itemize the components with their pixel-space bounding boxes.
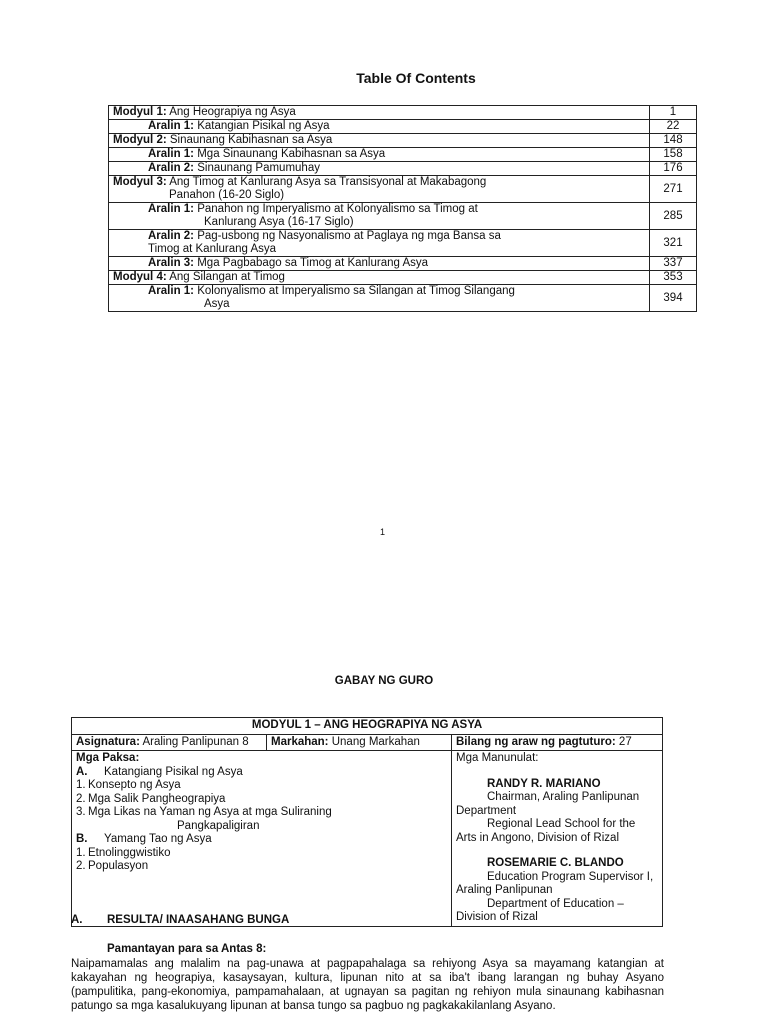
paksa-line	[76, 847, 447, 861]
asignatura-label: Asignatura:	[76, 735, 140, 748]
toc-entry-text: Kolonyalismo at Imperyalismo sa Silangan at Timog Silangang	[197, 285, 515, 297]
writer-detail: Education Program Supervisor I, Araling Panlipunan	[456, 870, 654, 896]
paksa-line-marker: 2.	[76, 792, 86, 805]
paksa-cell	[72, 751, 452, 927]
writer-spacer	[456, 845, 658, 857]
writer-detail: Department of Education – Division of Rizal	[456, 897, 624, 923]
toc-entry-label: Aralin 1:	[148, 285, 195, 297]
toc-entry-text: Sinaunang Pamumuhay	[197, 162, 320, 174]
toc-entry-text-cont: Asya	[204, 298, 230, 310]
paksa-line	[76, 779, 447, 793]
paksa-line-marker: 3.	[76, 806, 86, 818]
toc-page-number: 22	[650, 120, 697, 134]
toc-entry	[109, 176, 650, 203]
toc-entry	[109, 120, 650, 134]
toc-page-number: 1	[650, 106, 697, 120]
toc-row	[109, 257, 697, 271]
toc-entry	[109, 148, 650, 162]
toc-page-number: 148	[650, 134, 697, 148]
toc-entry-text: Panahon ng Imperyalismo at Kolonyalismo sa Timog at	[197, 203, 478, 215]
paksa-line	[76, 820, 447, 834]
paksa-line-marker: 1.	[76, 846, 86, 859]
guide-title: GABAY NG GURO	[334, 675, 434, 687]
toc-entry	[109, 285, 650, 312]
manunulat-label: Mga Manunulat:	[456, 752, 539, 764]
toc-entry-text: Mga Pagbabago sa Timog at Kanlurang Asya	[197, 257, 429, 269]
toc-entry-label: Aralin 2:	[148, 230, 195, 242]
toc-entry-label: Modyul 2:	[113, 134, 167, 146]
toc-row	[109, 203, 697, 230]
toc-page-number: 353	[650, 271, 697, 285]
toc-entry	[109, 203, 650, 230]
toc-row	[109, 176, 697, 203]
toc-table	[108, 105, 697, 312]
toc-entry	[109, 271, 650, 285]
toc-entry-text: Ang Timog at Kanlurang Asya sa Transisyonal at Makabagong	[169, 176, 487, 188]
paksa-line-text: Katangiang Pisikal ng Asya	[104, 765, 243, 778]
toc-row	[109, 148, 697, 162]
paksa-line	[76, 833, 447, 847]
toc-entry-text: Pag-usbong ng Nasyonalismo at Paglaya ng mga Bansa sa	[197, 230, 501, 242]
toc-entry-text: Sinaunang Kabihasnan sa Asya	[169, 134, 333, 146]
paksa-line-marker: B.	[76, 833, 88, 845]
toc-row	[109, 106, 697, 120]
asignatura-cell	[72, 734, 267, 751]
toc-page-number: 337	[650, 257, 697, 271]
toc-entry-text-cont: Kanlurang Asya (16-17 Siglo)	[204, 216, 354, 228]
paksa-line-marker: 1.	[76, 779, 86, 791]
paksa-line	[76, 860, 447, 874]
paksa-line-text: Yamang Tao ng Asya	[104, 833, 212, 845]
toc-entry-text-cont: Panahon (16-20 Siglo)	[169, 189, 285, 201]
toc-row	[109, 134, 697, 148]
pamantayan-title: Pamantayan para sa Antas 8:	[107, 943, 267, 955]
toc-entry-text: Ang Heograpiya ng Asya	[169, 106, 296, 118]
bilang-cell	[452, 734, 663, 751]
section-letter: A.	[71, 914, 83, 926]
paksa-line	[76, 793, 447, 807]
paksa-line-marker: 2.	[76, 860, 86, 872]
toc-page-number: 394	[650, 285, 697, 312]
paksa-line-text: Pangkapaligiran	[177, 819, 260, 832]
toc-row	[109, 230, 697, 257]
module-table	[71, 717, 663, 927]
paksa-line	[76, 806, 447, 820]
markahan-label: Markahan:	[271, 735, 329, 748]
asignatura-value: Araling Panlipunan 8	[142, 735, 249, 748]
toc-page-number: 321	[650, 230, 697, 257]
toc-entry	[109, 106, 650, 120]
toc-row	[109, 271, 697, 285]
paksa-line	[76, 766, 447, 780]
writer-spacer	[456, 766, 658, 778]
paksa-line-text: Etnolinggwistiko	[88, 846, 171, 859]
toc-page-number: 285	[650, 203, 697, 230]
module-header: MODYUL 1 – ANG HEOGRAPIYA NG ASYA	[72, 718, 663, 735]
writers-cell	[452, 751, 663, 927]
toc-entry-text: Katangian Pisikal ng Asya	[197, 120, 330, 132]
markahan-cell	[267, 734, 452, 751]
toc-entry-label: Aralin 3:	[148, 257, 195, 269]
toc-entry	[109, 134, 650, 148]
markahan-value: Unang Markahan	[331, 735, 420, 748]
paksa-line-marker: A.	[76, 765, 88, 778]
paksa-line-text: Mga Likas na Yaman ng Asya at mga Suliraning	[88, 806, 332, 818]
toc-entry-label: Aralin 1:	[148, 203, 195, 215]
toc-entry-text-cont: Timog at Kanlurang Asya	[148, 243, 277, 255]
toc-entry-text: Ang Silangan at Timog	[169, 271, 285, 283]
toc-title: Table Of Contents	[356, 70, 476, 86]
toc-entry	[109, 257, 650, 271]
toc-row	[109, 162, 697, 176]
toc-entry	[109, 162, 650, 176]
writer-name: ROSEMARIE C. BLANDO	[487, 857, 624, 869]
toc-page-number: 158	[650, 148, 697, 162]
writer-detail: Chairman, Araling Panlipunan Department	[456, 791, 640, 817]
toc-entry-label: Aralin 1:	[148, 148, 195, 160]
section-title: RESULTA/ INAASAHANG BUNGA	[107, 914, 290, 926]
toc-row	[109, 285, 697, 312]
page-number: 1	[380, 527, 386, 537]
paksa-line-text: Mga Salik Pangheograpiya	[88, 792, 226, 805]
bilang-value: 27	[618, 735, 632, 748]
toc-entry-label: Aralin 1:	[148, 120, 195, 132]
toc-page-number: 176	[650, 162, 697, 176]
writer-name: RANDY R. MARIANO	[487, 777, 601, 790]
bilang-label: Bilang ng araw ng pagtuturo:	[456, 735, 616, 748]
toc-entry-text: Mga Sinaunang Kabihasnan sa Asya	[197, 148, 386, 160]
toc-entry-label: Modyul 3:	[113, 176, 167, 188]
paksa-line-text: Populasyon	[88, 860, 149, 872]
writer-detail: Regional Lead School for the Arts in Angono, Division of Rizal	[456, 818, 636, 844]
pamantayan-paragraph: Naipamamalas ang malalim na pag-unawa at pagpapahalaga sa rehiyong Asya sa mayamang katangian at kakayahan ng heograpiya, kasaysayan, kultura, lipunan nito at sa iba't ibang larangan ng buhay Asyano (pampulitika, pang-ekonomiya, pampamahalaan, at ugnayan sa pagitan ng rehiyon mula sinaunang kabihasnan patungo sa mga kasalukuyang lipunan at bansa tungo sa pagbuo ng pagkakakilanlang Asyano.	[71, 958, 664, 1012]
paksa-line-text: Konsepto ng Asya	[88, 779, 181, 791]
toc-entry-label: Modyul 4:	[113, 271, 167, 283]
paksa-label: Mga Paksa:	[76, 752, 140, 764]
toc-row	[109, 120, 697, 134]
toc-entry	[109, 230, 650, 257]
toc-page-number: 271	[650, 176, 697, 203]
section-heading	[71, 914, 289, 926]
toc-entry-label: Modyul 1:	[113, 106, 167, 118]
toc-entry-label: Aralin 2:	[148, 162, 195, 174]
